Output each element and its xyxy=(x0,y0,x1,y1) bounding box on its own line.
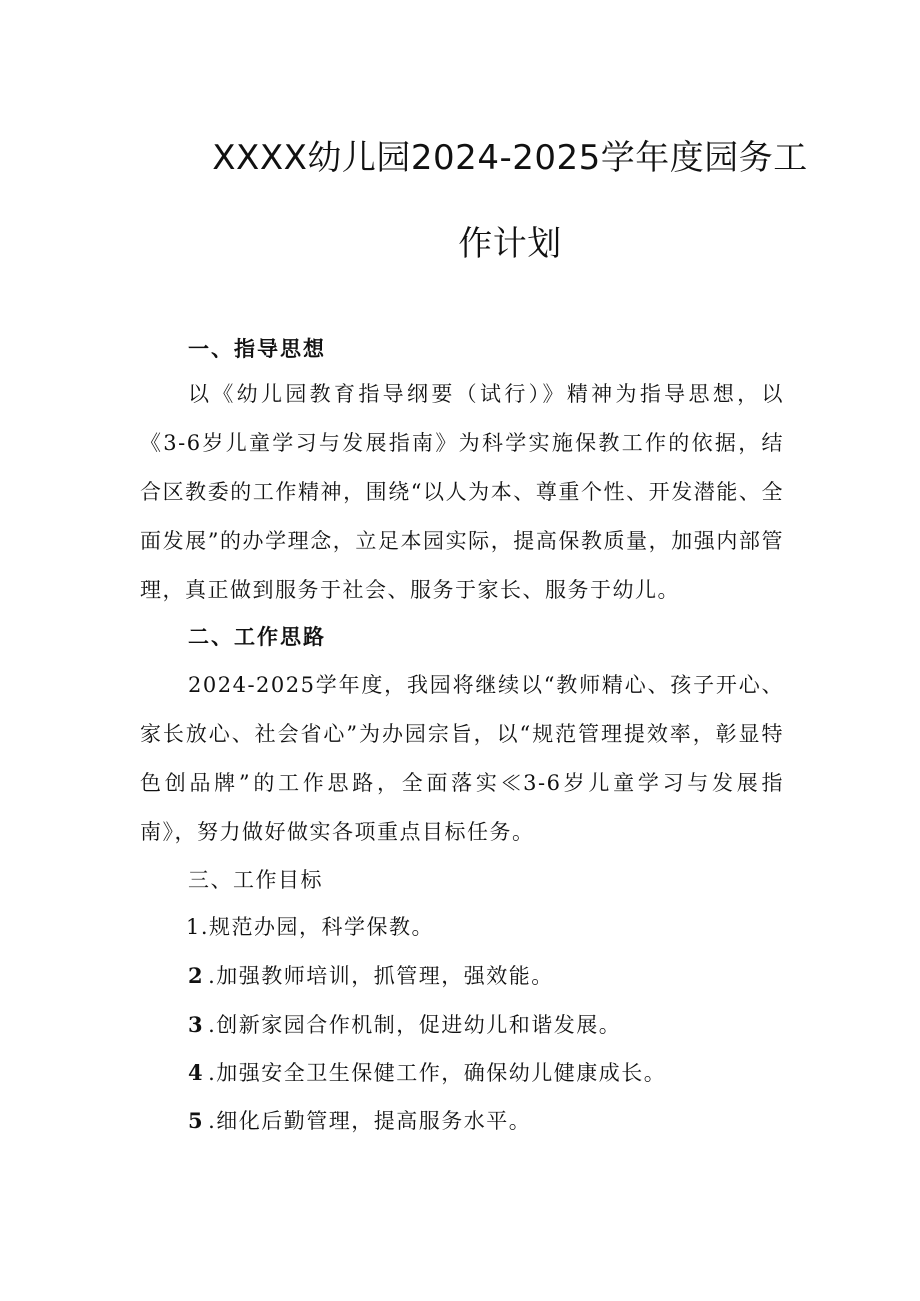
section-paragraph-work-approach: 2024-2025学年度，我园将继续以“教师精心、孩子开心、家长放心、社会省心”为办园宗旨，以“规范管理提效率，彰显特色创品牌”的工作思路，全面落实≪3-6岁儿童学习与发展指南》，努力做好做实各项重点目标任务。 xyxy=(140,673,784,844)
goal-item-number: 3 xyxy=(188,1012,205,1037)
goal-item-text: .加强安全卫生保健工作，确保幼儿健康成长。 xyxy=(208,1061,667,1085)
goal-item-2 xyxy=(188,961,554,991)
goal-item-text: 规范办园，科学保教。 xyxy=(209,915,435,939)
section-heading-work-goals: 三、工作目标 xyxy=(188,868,323,892)
goal-item-text: .创新家园合作机制，促进幼儿和谐发展。 xyxy=(208,1013,622,1037)
goal-item-number: 2 xyxy=(188,963,205,988)
goal-item-4 xyxy=(188,1058,666,1088)
goal-item-number: 1. xyxy=(186,915,210,939)
goal-item-1 xyxy=(186,912,434,942)
document-title-line-2: 作计划 xyxy=(458,224,562,264)
goal-item-3 xyxy=(188,1010,621,1040)
goal-item-number: 5 xyxy=(188,1108,205,1133)
section-paragraph-guiding-ideology: 以《幼儿园教育指导纲要（试行）》精神为指导思想，以《3-6岁儿童学习与发展指南》为科学实施保教工作的依据，结合区教委的工作精神，围绕“以人为本、尊重个性、开发潜能、全面发展”的办学理念，立足本园实际，提高保教质量，加强内部管理，真正做到服务于社会、服务于家长、服务于幼儿。 xyxy=(140,382,784,602)
section-heading-guiding-ideology: 一、指导思想 xyxy=(188,336,326,361)
document-title-line-1: XXXX幼儿园2024-2025学年度园务工 xyxy=(212,138,808,178)
goal-item-text: .细化后勤管理，提高服务水平。 xyxy=(208,1109,532,1133)
goal-item-text: .加强教师培训，抓管理，强效能。 xyxy=(208,964,554,988)
goal-item-5 xyxy=(188,1106,531,1136)
goal-item-number: 4 xyxy=(188,1060,205,1085)
section-heading-work-approach: 二、工作思路 xyxy=(188,624,326,649)
